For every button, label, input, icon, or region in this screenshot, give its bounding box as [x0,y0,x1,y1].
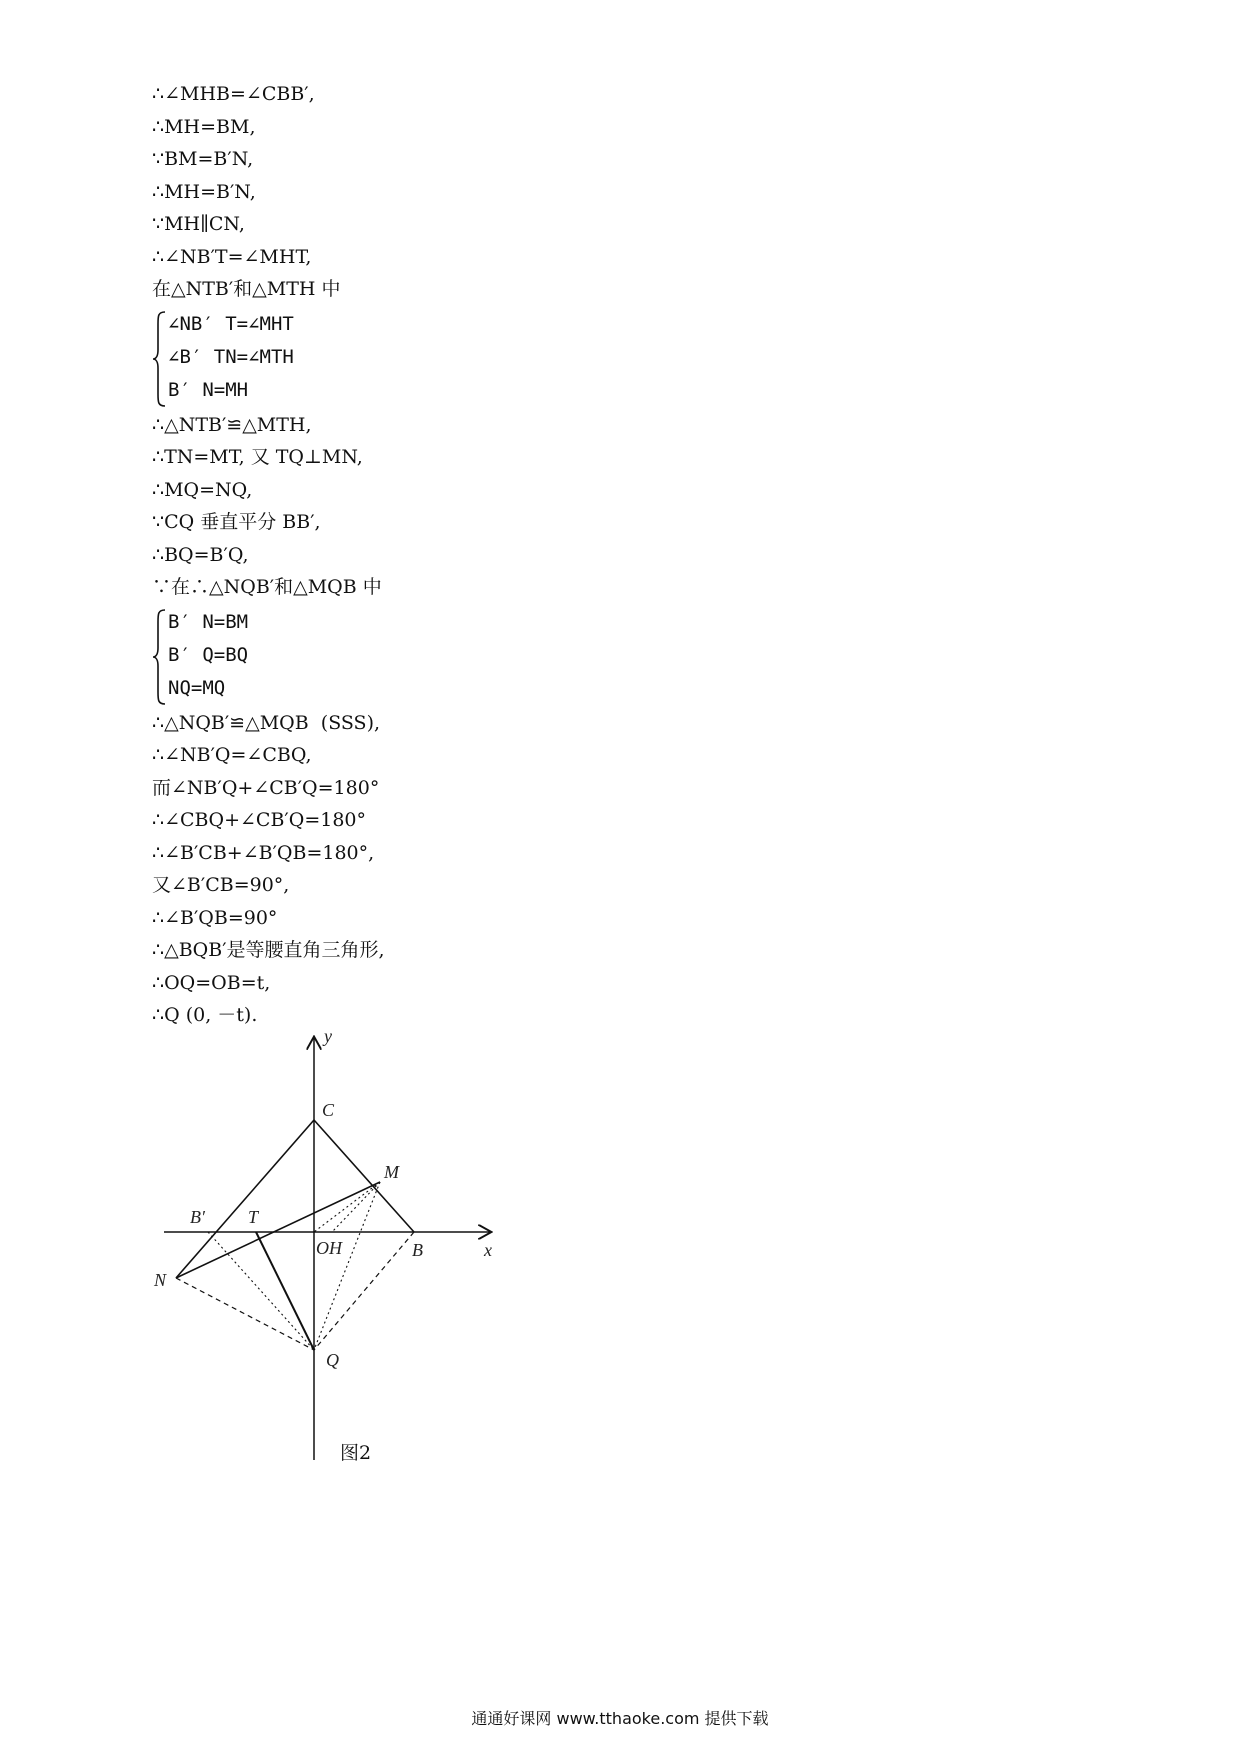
proof-line: ∴△NTB′≌△MTH, [152,413,312,436]
system-row: B′ Q=BQ [168,643,249,666]
system-row: B′ N=BM [168,610,249,633]
proof-block-c [152,707,852,1032]
proof-line: ∴∠NB′T=∠MHT, [152,245,312,268]
system-row: NQ=MQ [168,676,226,699]
proof-line: ∴BQ=B′Q, [152,543,249,566]
proof-line: ∵BM=B′N, [152,148,254,170]
label-x: x [484,1240,492,1260]
label-q: Q [326,1350,339,1370]
equation-system-1 [152,308,852,407]
proof-line: ∵CQ 垂直平分 BB′, [152,511,321,533]
proof-line: ∴OQ=OB=t, [152,971,271,994]
segment-nm [176,1182,380,1278]
label-t: T [248,1207,259,1227]
proof-line: 而∠NB′Q+∠CB′Q=180° [152,776,380,799]
system-row: ∠B′ TN=∠MTH [168,345,294,368]
proof-block-a [152,78,852,306]
label-c: C [322,1100,335,1120]
proof-line: ∴∠CBQ+∠CB′Q=180° [152,809,367,831]
proof-line: ∴MQ=NQ, [152,478,253,501]
proof-line: ∵在∴△NQB′和△MQB 中 [152,576,382,598]
label-oh: OH [316,1238,342,1258]
coordinate-diagram [150,1020,510,1480]
label-b: B [412,1240,423,1260]
proof-line: ∴∠MHB=∠CBB′, [152,83,315,105]
proof-line: ∴MH=B′N, [152,180,256,203]
system-row: ∠NB′ T=∠MHT [168,312,294,335]
proof-line: ∴∠B′QB=90° [152,906,278,929]
label-b-prime: B′ [190,1207,205,1227]
label-n: N [154,1270,167,1290]
proof-line: ∴∠B′CB+∠B′QB=180°, [152,841,375,864]
label-m: M [384,1162,399,1182]
equation-system-2 [152,606,852,705]
proof-line: ∴∠NB′Q=∠CBQ, [152,744,312,766]
geometry-figure [150,1020,510,1480]
proof-line: 又∠B′CB=90°, [152,874,290,896]
segment-nq [176,1278,314,1350]
solution-text [152,78,852,1032]
proof-line: ∴Q (0, －t). [152,1004,258,1026]
proof-line: ∵MH∥CN, [152,213,245,235]
segment-bprime-q [208,1232,314,1350]
system-row: B′ N=MH [168,378,249,401]
proof-line: ∴△BQB′是等腰直角三角形, [152,939,385,961]
label-y: y [324,1026,332,1046]
segment-mh [332,1182,380,1232]
proof-line: ∴MH=BM, [152,115,256,138]
proof-line: ∴△NQB′≌△MQB (SSS), [152,711,381,734]
left-brace-icon [152,608,168,706]
proof-line: ∴TN=MT, 又 TQ⊥MN, [152,446,363,468]
figure-caption: 图2 [340,1442,372,1464]
left-brace-icon [152,310,168,408]
segment-cn [176,1120,314,1278]
proof-line: 在△NTB′和△MTH 中 [152,278,341,300]
page-footer: 通通好课网 www.tthaoke.com 提供下载 [471,1709,769,1728]
segment-tq [256,1232,314,1350]
segment-cb [314,1120,414,1232]
proof-block-b [152,409,852,604]
